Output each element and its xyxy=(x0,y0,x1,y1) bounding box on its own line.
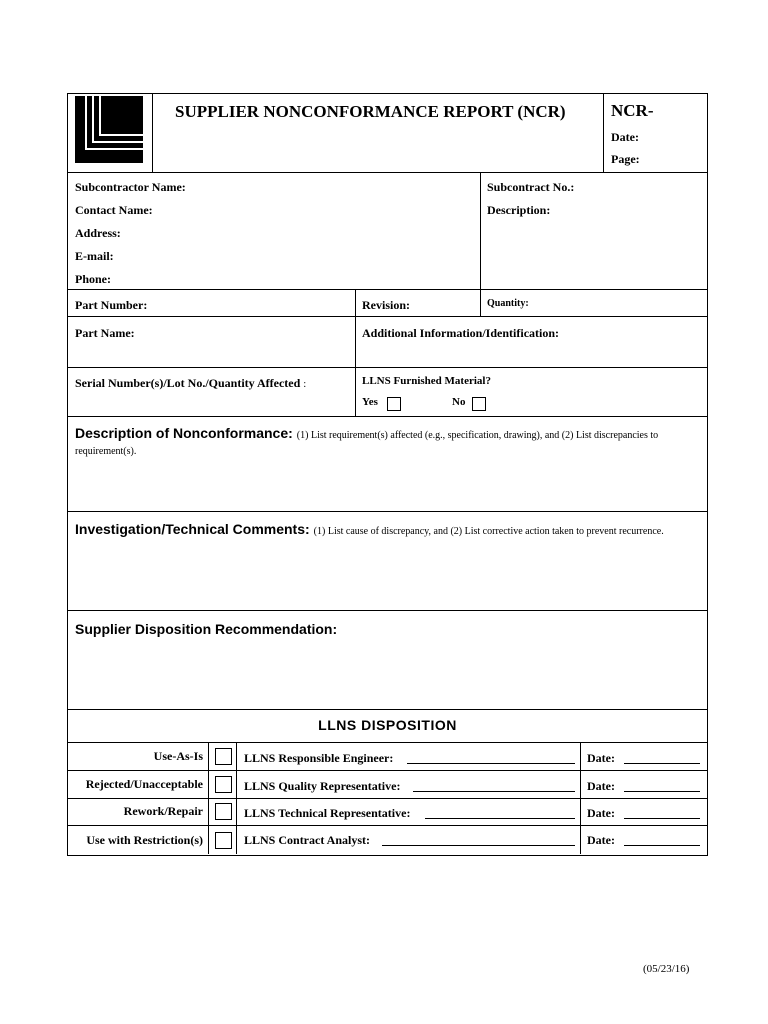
use-as-is-checkbox[interactable] xyxy=(215,748,232,765)
no-checkbox[interactable] xyxy=(472,397,486,411)
nonconformance-note: (1) List requirement(s) affected (e.g., specification, drawing), and (2) List discrepancies to requirement(s). xyxy=(75,430,659,457)
disposition-option-label: Rework/Repair xyxy=(123,804,203,818)
email-label: E-mail: xyxy=(75,249,114,263)
ncr-number-label: NCR- xyxy=(611,101,654,120)
address-label: Address: xyxy=(75,226,121,240)
rework-checkbox[interactable] xyxy=(215,803,232,820)
part-name-label: Part Name: xyxy=(75,326,135,340)
disposition-option-label: Rejected/Unacceptable xyxy=(85,777,203,791)
subcontract-no-label: Subcontract No.: xyxy=(487,180,575,194)
investigation-note: (1) List cause of discrepancy, and (2) List corrective action taken to prevent recurrence. xyxy=(313,526,664,537)
disposition-date-label: Date: xyxy=(587,833,615,847)
disposition-option-label: Use-As-Is xyxy=(153,749,203,763)
nonconformance-title: Description of Nonconformance: xyxy=(75,425,293,441)
engineer-date-line[interactable] xyxy=(624,763,700,764)
form-title: SUPPLIER NONCONFORMANCE REPORT (NCR) xyxy=(175,102,566,121)
disposition-role-label: LLNS Technical Representative: xyxy=(244,806,411,820)
contact-name-label: Contact Name: xyxy=(75,203,153,217)
disposition-role-label: LLNS Quality Representative: xyxy=(244,779,401,793)
rejected-checkbox[interactable] xyxy=(215,776,232,793)
investigation-title: Investigation/Technical Comments: xyxy=(75,521,310,537)
disposition-role-label: LLNS Responsible Engineer: xyxy=(244,751,394,765)
quality-date-line[interactable] xyxy=(624,791,700,792)
yes-checkbox[interactable] xyxy=(387,397,401,411)
serial-numbers-label: Serial Number(s)/Lot No./Quantity Affected : xyxy=(75,376,307,390)
phone-label: Phone: xyxy=(75,272,111,286)
technical-date-line[interactable] xyxy=(624,818,700,819)
restriction-checkbox[interactable] xyxy=(215,832,232,849)
yes-label: Yes xyxy=(362,396,378,408)
supplier-disposition-field[interactable] xyxy=(75,643,700,703)
nonconformance-section xyxy=(75,426,700,459)
disposition-option-label: Use with Restriction(s) xyxy=(86,833,203,847)
investigation-section xyxy=(75,522,705,539)
header-divider xyxy=(603,93,604,172)
revision-label: Revision: xyxy=(362,298,410,312)
technical-signature-line[interactable] xyxy=(425,818,575,819)
no-label: No xyxy=(452,396,466,408)
investigation-field[interactable] xyxy=(75,543,700,603)
header-divider xyxy=(152,93,153,172)
form-revision-date: (05/23/16) xyxy=(643,963,690,975)
disposition-role-label: LLNS Contract Analyst: xyxy=(244,833,371,847)
contract-signature-line[interactable] xyxy=(382,845,575,846)
quality-signature-line[interactable] xyxy=(413,791,575,792)
supplier-disposition-title: Supplier Disposition Recommendation: xyxy=(75,621,338,637)
header-page-label: Page: xyxy=(611,152,640,166)
disposition-date-label: Date: xyxy=(587,751,615,765)
engineer-signature-line[interactable] xyxy=(407,763,575,764)
llns-furnished-label: LLNS Furnished Material? xyxy=(362,375,491,387)
llns-disposition-title: LLNS DISPOSITION xyxy=(318,717,457,733)
contract-date-line[interactable] xyxy=(624,845,700,846)
description-label: Description: xyxy=(487,203,551,217)
disposition-date-label: Date: xyxy=(587,806,615,820)
llnl-logo-icon xyxy=(75,96,143,163)
subcontractor-name-label: Subcontractor Name: xyxy=(75,180,186,194)
quantity-label: Quantity: xyxy=(487,298,529,309)
part-number-label: Part Number: xyxy=(75,298,148,312)
header-date-label: Date: xyxy=(611,130,639,144)
nonconformance-field[interactable] xyxy=(75,463,700,508)
disposition-date-label: Date: xyxy=(587,779,615,793)
additional-info-label: Additional Information/Identification: xyxy=(362,326,560,340)
